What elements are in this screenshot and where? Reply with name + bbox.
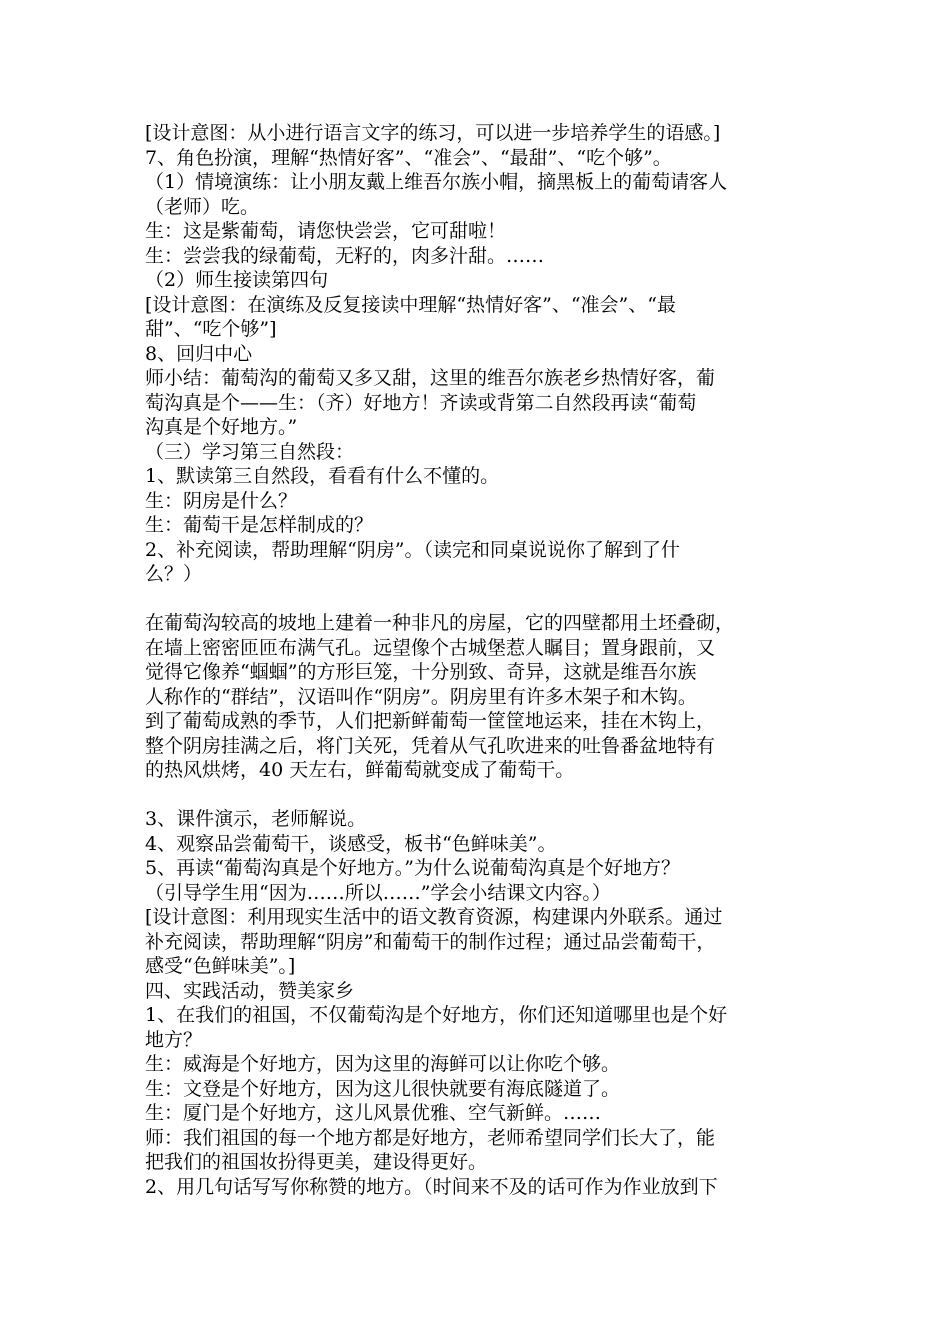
text-line: 5、再读“葡萄沟真是个好地方。”为什么说葡萄沟真是个好地方？ <box>145 857 681 879</box>
text-line: 生：厦门是个好地方，这儿风景优雅、空气新鲜。…… <box>145 1102 602 1124</box>
text-line: 在葡萄沟较高的坡地上建着一种非凡的房屋，它的四壁都用土坯叠砌， <box>145 612 735 634</box>
blank-line <box>145 783 825 808</box>
text-line: 整个阴房挂满之后，将门关死，凭着从气孔吹进来的吐鲁番盆地特有 <box>145 734 716 757</box>
text-line: [设计意图：利用现实生活中的语文教育资源，构建课内外联系。通过 <box>145 906 723 928</box>
document-page <box>145 121 825 1199</box>
text-line: 2、用几句话写写你称赞的地方。（时间来不及的话可作为作业放到下 <box>145 1175 718 1198</box>
text-line: （引导学生用“因为……所以……”学会小结课文内容。） <box>145 881 611 904</box>
text-line: （老师）吃。 <box>145 195 260 218</box>
text-line: 生：尝尝我的绿葡萄，无籽的，肉多汁甜。…… <box>145 244 545 267</box>
text-line: （1）情境演练：让小朋友戴上维吾尔族小帽，摘黑板上的葡萄请客人 <box>145 171 728 193</box>
text-line: 2、补充阅读，帮助理解“阴房”。（读完和同桌说说你了解到了什 <box>145 538 681 561</box>
text-line: 感受“色鲜味美”。] <box>145 955 296 977</box>
text-line: 的热风烘烤，40 天左右，鲜葡萄就变成了葡萄干。 <box>145 759 575 781</box>
text-line: 人称作的“群结”，汉语叫作“阴房”。阴房里有许多木架子和木钩。 <box>145 685 697 708</box>
text-line: 3、课件演示，老师解说。 <box>145 808 367 830</box>
text-line: 师：我们祖国的每一个地方都是好地方，老师希望同学们长大了，能 <box>145 1126 716 1149</box>
text-line: 到了葡萄成熟的季节，人们把新鲜葡萄一筐筐地运来，挂在木钩上， <box>145 710 716 732</box>
blank-line <box>145 587 825 612</box>
text-line: 生：文登是个好地方，因为这儿很快就要有海底隧道了。 <box>145 1077 621 1100</box>
text-line: 1、默读第三自然段，看看有什么不懂的。 <box>145 465 500 487</box>
text-line: 1、在我们的祖国，不仅葡萄沟是个好地方，你们还知道哪里也是个好 <box>145 1004 728 1026</box>
text-line: 么？） <box>145 563 203 585</box>
text-line: 生：阴房是什么？ <box>145 489 298 512</box>
text-line: 8、回归中心 <box>145 342 253 365</box>
text-line: 4、观察品尝葡萄干，谈感受，板书“色鲜味美”。 <box>145 832 557 855</box>
text-line: 甜”、“吃个够”] <box>145 318 277 340</box>
text-line: 觉得它像养“蝈蝈”的方形巨笼，十分别致、奇异，这就是维吾尔族 <box>145 661 697 683</box>
text-line: 生：葡萄干是怎样制成的？ <box>145 514 374 536</box>
text-line: （三）学习第三自然段： <box>145 440 355 463</box>
text-line: [设计意图：从小进行语言文字的练习，可以进一步培养学生的语感。] <box>145 122 721 144</box>
text-line: 在墙上密密匝匝布满气孔。远望像个古城堡惹人瞩目；置身跟前，又 <box>145 636 716 659</box>
text-line: 师小结：葡萄沟的葡萄又多又甜，这里的维吾尔族老乡热情好客，葡 <box>145 367 716 389</box>
text-line: （2）师生接读第四句 <box>145 269 329 291</box>
text-line: 沟真是个好地方。” <box>145 416 298 438</box>
text-line: 生：威海是个好地方，因为这里的海鲜可以让你吃个够。 <box>145 1053 621 1075</box>
text-line: 7、角色扮演，理解“热情好客”、“准会”、“最甜”、“吃个够”。 <box>145 146 672 169</box>
text-line: 四、实践活动，赞美家乡 <box>145 979 355 1002</box>
text-line: 把我们的祖国妆扮得更美，建设得更好。 <box>145 1151 488 1173</box>
text-line: [设计意图：在演练及反复接读中理解“热情好客”、“准会”、“最 <box>145 293 676 316</box>
text-line: 萄沟真是个——生：（齐）好地方！齐读或背第二自然段再读“葡萄 <box>145 391 697 414</box>
text-line: 地方？ <box>145 1028 203 1051</box>
text-line: 补充阅读，帮助理解“阴房”和葡萄干的制作过程；通过品尝葡萄干， <box>145 930 716 953</box>
text-line: 生：这是紫葡萄，请您快尝尝，它可甜啦！ <box>145 220 507 242</box>
